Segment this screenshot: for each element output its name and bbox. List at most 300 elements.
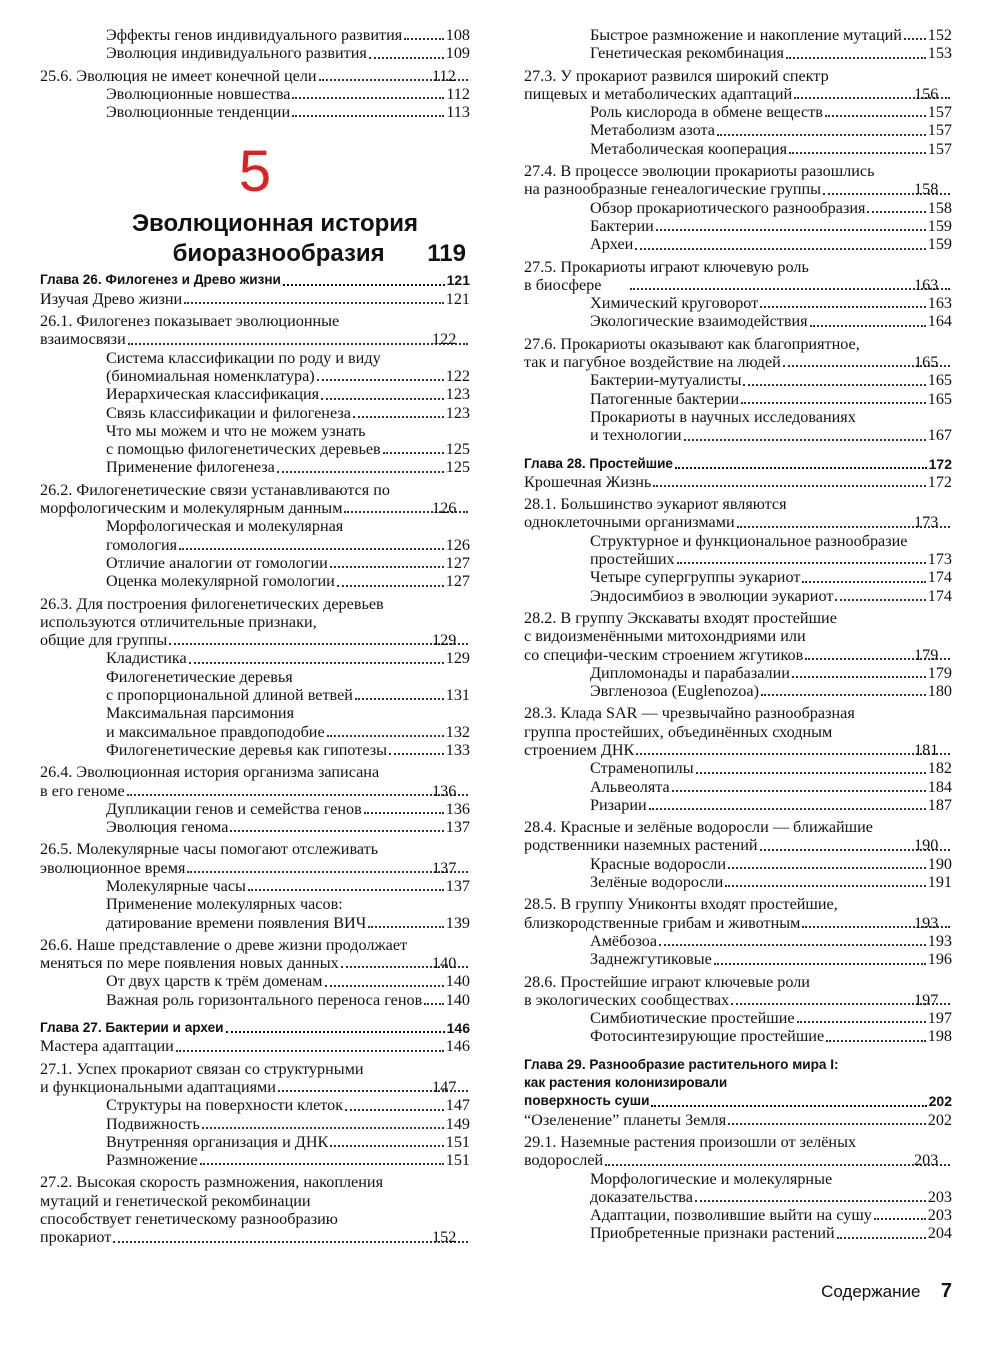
toc-entry-title [590,312,928,330]
toc-page-number: 131 [445,686,470,705]
toc-entry [40,554,470,572]
toc-entry-title [590,44,928,62]
toc-entry [40,422,470,459]
toc-entry [524,235,952,253]
toc-entry [524,371,952,389]
toc-entry-line: Красные водоросли [590,855,928,873]
toc-entry-title [524,455,929,473]
toc-section: 26.1. Филогенез показывает эволюционные взаимосвязи 122 [40,312,470,349]
toc-entry-title [590,1206,928,1224]
toc-entry [40,290,470,308]
toc-entry [524,1224,952,1242]
toc-entry-title [524,334,952,372]
toc-entry-line: Симбиотические простейшие [590,1009,928,1027]
toc-entry-line: 25.6. Эволюция не имеет конечной цели [78,67,470,85]
toc-entry-line: Метаболизм азота [590,121,928,139]
toc-entry [524,587,952,605]
toc-entry-line: Структурное и функциональное разнообразие [590,531,908,550]
toc-entry [524,26,952,44]
toc-page-number: 202 [928,1093,952,1110]
toc-page-number: 140 [445,972,470,991]
toc-page-number: 113 [446,103,470,122]
toc-entry-line: Эволюционные тенденции [106,103,446,121]
toc-entry [40,85,470,103]
toc-section: 29.1. Наземные растения произошли от зелёных водорослей 203 [524,1133,952,1170]
toc-entry [40,991,470,1009]
toc-entry-line: и технологии [590,426,928,444]
toc-entry [524,873,952,891]
toc-page-number: 151 [445,1132,470,1151]
toc-page-number: 137 [445,818,470,837]
toc-entry-title [590,950,928,968]
toc-entry-line: Эндосимбиоз в эволюции эукариот [590,587,928,605]
toc-entry [524,121,952,139]
toc-chapter [40,271,470,289]
toc-entry-line: Морфологические и молекулярные [590,1169,833,1188]
toc-entry-title [106,668,446,705]
toc-entry-title [524,704,952,759]
toc-entry [524,855,952,873]
toc-entry-line: Генетическая рекомбинация [590,44,928,62]
toc-entry [40,704,470,741]
toc-page-number: 140 [445,990,470,1009]
toc-entry-line: Эволюция генома [106,818,446,836]
toc-entry-line: водорослей [562,1151,952,1169]
toc-entry-line: 28.2. В группу Экскаваты входят простейшие [524,608,837,627]
toc-entry-line: Бактерии-мутуалисты [590,371,928,389]
toc-section: 28.1. Большинство эукариот являются одноклеточными организмами 173 [524,495,952,532]
toc-page-number: 152 [927,26,952,44]
toc-entry-title [524,495,952,532]
toc-entry [40,818,470,836]
toc-page-number: 191 [927,873,952,892]
toc-section: 27.4. В процессе эволюции прокариоты разошлись на разнообразные генеалогические группы 158 [524,162,952,199]
toc-entry-title [106,458,446,476]
toc-entry-line: морфологическим и молекулярным данным [78,499,470,517]
toc-entry [40,517,470,554]
toc-entry-line: Мастера адаптации [40,1037,446,1055]
toc-entry [40,895,470,932]
toc-entry-title [106,85,446,103]
toc-entry-title [106,554,446,572]
toc-entry-line: Заднежгутиковые [590,950,928,968]
toc-entry-title [40,66,470,85]
toc-chapter [40,1019,470,1037]
toc-left-entries [40,271,470,1246]
toc-section: 26.6. Наше представление о древе жизни продолжает меняться по мере появления новых данных 140 [40,936,470,973]
toc-section: 26.5. Молекулярные часы помогают отслеживать эволюционное время 137 [40,840,470,877]
toc-section: 28.2. В группу Экскаваты входят простейшие с видоизменёнными митохондриями или со специфи-ческим строением жгутиков 179 [524,609,952,664]
toc-entry-line: Внутренняя организация и ДНК [106,1133,446,1151]
toc-entry-title [590,140,928,158]
toc-entry-line: Глава 29. Разнообразие растительного мира I: [524,1056,839,1072]
toc-entry-line: поверхность суши [524,1092,929,1110]
toc-entry-line: взаимосвязи [78,330,470,348]
toc-entry [524,778,952,796]
toc-entry-line: группа простейших, объединённых сходным [524,722,833,741]
toc-page-number: 125 [445,458,470,477]
toc-entry-line: 29.1. Наземные растения произошли от зелёных [524,1132,857,1151]
toc-entry-line: 27.5. Прокариоты играют ключевую роль [524,257,809,276]
toc-page-number: 147 [445,1096,470,1115]
toc-entry-title [106,44,446,62]
toc-entry [524,1170,952,1207]
toc-entry-line: Четыре супергруппы эукариот [590,568,928,586]
toc-page-number: 198 [927,1027,952,1046]
toc-entry-line: и функциональными адаптациями [78,1078,470,1096]
part-title-line1: Эволюционная история [131,210,419,238]
toc-entry [40,1115,470,1133]
toc-entry-line: 27.1. Успех прокариот связан со структурными [40,1059,364,1078]
toc-entry-line: 28.3. Клада SAR — чрезвычайно разнообразная [524,704,855,723]
toc-page-number: 127 [445,572,470,591]
toc-entry-title [106,972,446,990]
toc-entry [524,473,952,491]
toc-page-number: 125 [445,440,470,459]
toc-page-number: 204 [927,1224,952,1243]
part-number: 5 [238,139,272,205]
toc-entry-line: Глава 27. Бактерии и археи [40,1019,447,1037]
toc-page-number: 139 [445,913,470,932]
toc-entry-title [590,587,928,605]
toc-entry-line: Филогенетические деревья как гипотезы [106,741,446,759]
toc-entry-title [590,855,928,873]
toc-entry-title [590,1224,928,1242]
toc-entry-title [40,1173,470,1247]
toc-section: 28.3. Клада SAR — чрезвычайно разнообразная группа простейших, объединённых сходным строением ДНК 181 [524,704,952,759]
toc-page-number: 136 [445,799,470,818]
toc-entry-title [106,800,446,818]
toc-entry-title [590,796,928,814]
toc-page-number: 149 [445,1114,470,1133]
toc-entry-line: Химический круговорот [590,294,928,312]
toc-entry-title [106,349,446,386]
toc-entry [40,668,470,705]
toc-entry-line: Археи [590,235,928,253]
toc-page-number: 123 [445,385,470,404]
toc-entry-line: Роль кислорода в обмене веществ [590,103,928,121]
toc-entry-line: 26.4. Эволюционная история организма записана [40,763,380,782]
toc-page-number: 203 [927,1187,952,1206]
toc-entry-title [40,1037,446,1055]
toc-entry-line: “Озеленение” планеты Земля [524,1111,928,1129]
toc-page-number: 123 [445,403,470,422]
toc-entry-title [106,991,446,1009]
toc-chapter [524,455,952,473]
toc-page-number: 157 [927,103,952,122]
toc-page-number: 196 [927,950,952,969]
toc-entry-line: меняться по мере появления новых данных [78,954,470,972]
toc-entry-title [524,473,928,491]
toc-entry [40,572,470,590]
toc-page-number: 197 [927,1009,952,1028]
toc-section: 27.2. Высокая скорость размножения, накопления мутаций и генетической рекомбинации способствует генетическому разнообразию прокариот 152 [40,1173,470,1246]
toc-entry-title [590,682,928,700]
toc-entry-title [590,664,928,682]
part-page: 119 [427,240,466,268]
toc-entry-line: гомология [106,536,446,554]
toc-entry [524,140,952,158]
toc-entry-line: (биномиальная номенклатура) [106,367,446,385]
toc-entry-line: Применение филогенеза [106,458,446,476]
toc-page-number: 193 [927,931,952,950]
page-footer [821,1280,952,1303]
toc-entry-title [106,1151,446,1169]
toc-entry-line: на разнообразные генеалогические группы [562,180,952,198]
toc-page-number: 122 [445,366,470,385]
toc-page-number: 165 [927,371,952,390]
toc-entry-line: Филогенетические деревья [106,667,293,686]
toc-page-number: 157 [927,139,952,158]
toc-page-number: 165 [927,389,952,408]
toc-page-number: 167 [927,426,952,445]
toc-entry [40,458,470,476]
toc-entry-line: Амёбозоа [590,932,928,950]
toc-entry-title [524,818,952,855]
toc-entry-title [590,26,928,44]
toc-entry-line: в экологических сообществах [562,991,952,1009]
toc-entry-line: 27.3. У прокариот развился широкий спектр [524,66,829,85]
toc-entry-line: Оценка молекулярной гомологии [106,572,446,590]
toc-entry-line: Крошечная Жизнь [524,473,928,491]
toc-entry-title [106,103,446,121]
toc-entry [524,664,952,682]
toc-entry-title [106,741,446,759]
toc-entry [40,741,470,759]
toc-entry-line: Важная роль горизонтального переноса генов [106,991,446,1009]
toc-entry [40,404,470,422]
toc-page-number: 190 [927,854,952,873]
toc-page-number: 163 [927,294,952,313]
toc-entry [40,1151,470,1169]
toc-page-number: 129 [445,649,470,668]
toc-entry [40,972,470,990]
toc-entry [524,408,952,445]
toc-page-number: 174 [927,586,952,605]
toc-entry [40,1037,470,1055]
toc-page-number: 174 [927,568,952,587]
toc-entry [524,1009,952,1027]
toc-entry-line: родственники наземных растений [562,836,952,854]
toc-entry-line: Иерархическая классификация [106,385,446,403]
toc-page-number: 172 [928,455,952,472]
toc-entry-line: Эволюция индивидуального развития [106,44,446,62]
toc-entry-title [524,66,952,104]
toc-entry-title [106,649,446,667]
toc-section: 28.6. Простейшие играют ключевые роли в экологических сообществах 197 [524,973,952,1010]
toc-page-number: 203 [927,1206,952,1225]
toc-page-number: 108 [445,26,470,44]
toc-left-column [40,26,470,1247]
toc-entry-line: Изучая Древо жизни [40,290,446,308]
toc-page-number: 159 [927,235,952,254]
toc-entry [524,532,952,569]
toc-entry-title [590,294,928,312]
toc-entry-title [106,1115,446,1133]
toc-entry-line: Приобретенные признаки растений [590,1224,928,1242]
toc-entry-line: Дупликации генов и семейства генов [106,800,446,818]
toc-right-column [524,26,952,1243]
part-title [40,209,470,269]
toc-entry-line: Применение молекулярных часов: [106,895,343,914]
toc-page-number: 146 [445,1037,470,1056]
toc-entry [524,199,952,217]
toc-entry-line: Молекулярные часы [106,877,446,895]
toc-entry-line: Эвгленозоа (Euglenozoa) [590,682,928,700]
toc-entry-title [106,895,446,932]
toc-entry-title [106,422,446,459]
toc-entry-line: Экологические взаимодействия [590,312,928,330]
footer-label: Содержание [821,1282,921,1301]
toc-entry-title [524,895,952,932]
toc-entry-line: Морфологическая и молекулярная [106,517,344,536]
toc-entry-line: Глава 26. Филогенез и Древо жизни [40,271,447,289]
toc-top-entries [40,26,470,121]
toc-entry-line: в его геноме [78,782,470,800]
toc-entry-line: Альвеолята [590,778,928,796]
toc-entry-line: 26.1. Филогенез показывает эволюционные [40,312,340,331]
toc-entry-title [524,162,952,199]
toc-entry [524,294,952,312]
toc-entry [524,217,952,235]
toc-section: 26.4. Эволюционная история организма записана в его геноме 136 [40,763,470,800]
toc-entry-title [40,312,470,349]
toc-entry-title [106,1133,446,1151]
toc-chapter [524,1056,952,1111]
toc-entry-line: Патогенные бактерии [590,390,928,408]
toc-entry [40,44,470,62]
toc-entry-line: Бактерии [590,217,928,235]
toc-entry-line: 28.5. В группу Униконты входят простейшие, [524,895,838,914]
toc-entry [524,950,952,968]
toc-entry-line: Глава 28. Простейшие [524,455,929,473]
toc-entry-line: От двух царств к трём доменам [106,972,446,990]
toc-entry-line: 27.2. Высокая скорость размножения, накопления [40,1173,384,1192]
toc-entry-line: Ризарии [590,796,928,814]
toc-entry-title [40,290,446,308]
toc-section: 27.1. Успех прокариот связан со структурными и функциональными адаптациями 147 [40,1060,470,1097]
toc-entry-line: Страменопилы [590,759,928,777]
toc-entry-line: Дипломонады и парабазалии [590,664,928,682]
toc-entry-line: 28.4. Красные и зелёные водоросли — ближайшие [524,818,873,837]
toc-entry-line: близкородственные грибам и животным [562,914,952,932]
toc-page-number: 151 [445,1151,470,1170]
toc-entry-line: пищевых и метаболических адаптаций [562,85,952,103]
toc-entry [40,800,470,818]
toc-page-number: 172 [927,472,952,491]
toc-entry-line: 27.6. Прокариоты оказывают как благоприятное, [524,334,860,353]
toc-entry-line: Система классификации по роду и виду [106,348,381,367]
toc-entry-line: Связь классификации и филогенеза [106,404,446,422]
toc-entry-title [40,763,470,800]
toc-section: 27.5. Прокариоты играют ключевую роль в биосфере 163 [524,258,952,295]
toc-entry-line: Эволюционные новшества [106,85,446,103]
toc-page-number: 182 [927,759,952,778]
toc-entry-title [524,1056,929,1111]
toc-entry-title [106,572,446,590]
toc-entry [40,649,470,667]
toc-page-number: 179 [927,663,952,682]
toc-entry [524,390,952,408]
toc-entry [40,1133,470,1151]
toc-entry-line: Адаптации, позволившие выйти на сушу [590,1206,928,1224]
toc-entry-title [590,199,928,217]
toc-section: 26.2. Филогенетические связи устанавливаются по морфологическим и молекулярным данным 126 [40,481,470,518]
toc-entry [40,349,470,386]
toc-entry-title [106,404,446,422]
toc-entry-title [590,390,928,408]
toc-entry-title [524,1111,928,1129]
toc-entry-title [590,103,928,121]
toc-page-number: 146 [446,1020,470,1037]
toc-entry-title [40,480,470,518]
toc-entry-line: 26.3. Для построения филогенетических деревьев [40,594,384,613]
toc-entry-title [590,1170,928,1207]
toc-entry-title [590,873,928,891]
toc-entry-line: используются отличительные признаки, [40,612,317,631]
toc-entry-title [590,778,928,796]
toc-entry-title [590,568,928,586]
toc-entry-line: 26.5. Молекулярные часы помогают отслеживать [40,840,379,859]
toc-entry-line: 27.4. В процессе эволюции прокариоты разошлись [524,162,875,181]
toc-entry-title [106,877,446,895]
toc-entry-title [524,608,952,664]
toc-entry [524,44,952,62]
toc-entry-line: Подвижность [106,1115,446,1133]
toc-entry-line: с видоизменёнными митохондриями или [524,627,806,646]
toc-page-number: 202 [927,1110,952,1129]
toc-entry-title [106,517,446,554]
toc-page-number: 184 [927,777,952,796]
toc-entry [524,103,952,121]
toc-entry [524,1027,952,1045]
toc-entry-title [590,121,928,139]
toc-entry-title [590,932,928,950]
toc-page-number: 157 [927,121,952,140]
toc-entry-title [40,594,470,650]
toc-entry [524,568,952,586]
toc-page-number: 132 [445,722,470,741]
toc-section: 25.6. Эволюция не имеет конечной цели 112 [40,67,470,85]
toc-section: 26.3. Для построения филогенетических деревьев используются отличительные признаки, общие для группы 129 [40,595,470,650]
toc-entry-title [106,818,446,836]
toc-page-number: 153 [927,44,952,63]
toc-entry-line: в биосфере [562,276,952,294]
toc-page-number: 137 [445,876,470,895]
toc-section: 27.6. Прокариоты оказывают как благоприятное, так и пагубное воздействие на людей 165 [524,335,952,372]
toc-page-number: 173 [927,550,952,569]
toc-entry-title [40,840,470,877]
toc-entry-line: Эффекты генов индивидуального развития [106,26,446,44]
toc-entry [40,1096,470,1114]
toc-entry-line: доказательства [590,1188,928,1206]
toc-entry-line: Размножение [106,1151,446,1169]
toc-entry-line: строением ДНК [562,741,952,759]
toc-entry-line: мутаций и генетической рекомбинации [40,1191,311,1210]
toc-section: 28.5. В группу Униконты входят простейшие, близкородственные грибам и животным 193 [524,895,952,932]
toc-entry-title [106,704,446,741]
toc-entry [40,877,470,895]
toc-entry-line: Структуры на поверхности клеток [106,1096,446,1114]
toc-entry [524,1111,952,1129]
toc-entry-line: Что мы можем и что не можем узнать [106,421,366,440]
toc-entry-line: эволюционное время [78,859,470,877]
toc-entry-line: 28.1. Большинство эукариот являются [524,495,787,514]
toc-page-number: 109 [445,44,470,63]
toc-entry-line: Фотосинтезирующие простейшие [590,1027,928,1045]
toc-entry-line: 26.2. Филогенетические связи устанавливаются по [40,480,391,499]
toc-entry [524,1206,952,1224]
